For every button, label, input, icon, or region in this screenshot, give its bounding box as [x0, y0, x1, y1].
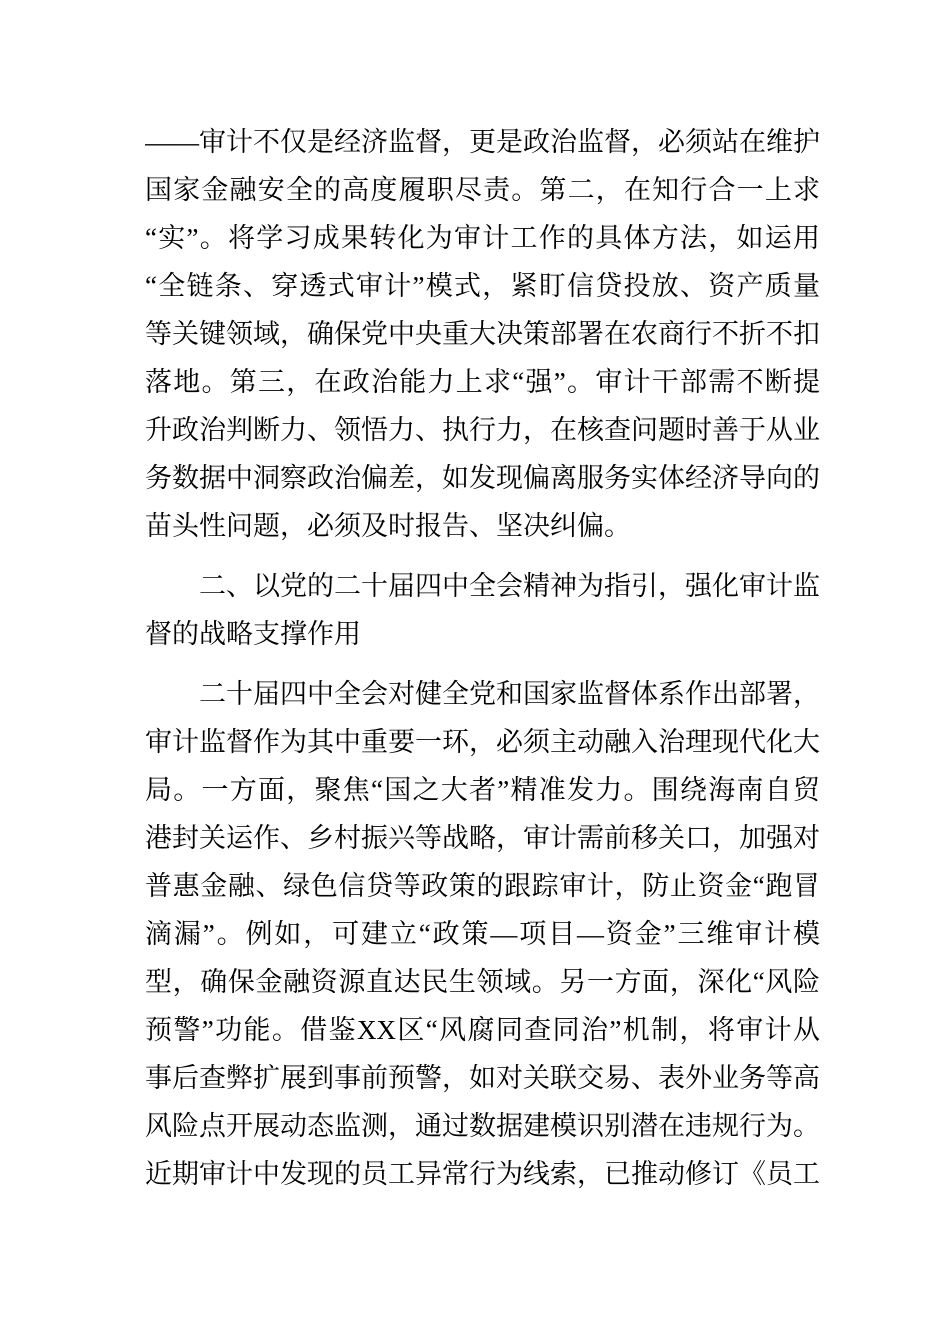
text-line: ——审计不仅是经济监督，更是政治监督，必须站在维护 — [145, 127, 820, 157]
text-line: 二十届四中全会对健全党和国家监督体系作出部署， — [199, 679, 820, 709]
text-line: 风险点开展动态监测，通过数据建模识别潜在违规行为。 — [145, 1111, 820, 1141]
text-line: 督的战略支撑作用 — [145, 619, 361, 649]
text-line: 预警”功能。借鉴XX区“风腐同查同治”机制，将审计从 — [145, 1015, 820, 1045]
text-body — [145, 118, 820, 1198]
text-line: 审计监督作为其中重要一环，必须主动融入治理现代化大 — [145, 727, 820, 757]
text-line: 升政治判断力、领悟力、执行力，在核查问题时善于从业 — [145, 415, 820, 445]
paragraph — [145, 670, 820, 1198]
paragraph — [145, 118, 820, 550]
text-line: “全链条、穿透式审计”模式，紧盯信贷投放、资产质量 — [145, 271, 820, 301]
text-line: 苗头性问题，必须及时报告、坚决纠偏。 — [145, 511, 631, 541]
text-line: 二、以党的二十届四中全会精神为指引，强化审计监 — [199, 571, 820, 601]
text-line: 港封关运作、乡村振兴等战略，审计需前移关口，加强对 — [145, 823, 820, 853]
text-line: 事后查弊扩展到事前预警，如对关联交易、表外业务等高 — [145, 1063, 820, 1093]
paragraph — [145, 562, 820, 658]
text-line: 型，确保金融资源直达民生领域。另一方面，深化“风险 — [145, 967, 820, 997]
text-line: 落地。第三，在政治能力上求“强”。审计干部需不断提 — [145, 367, 820, 397]
text-line: “实”。将学习成果转化为审计工作的具体方法，如运用 — [145, 223, 820, 253]
text-line: 滴漏”。例如，可建立“政策—项目—资金”三维审计模 — [145, 919, 820, 949]
text-line: 普惠金融、绿色信贷等政策的跟踪审计，防止资金“跑冒 — [145, 871, 820, 901]
text-line: 近期审计中发现的员工异常行为线索，已推动修订《员工 — [145, 1159, 820, 1189]
text-line: 国家金融安全的高度履职尽责。第二，在知行合一上求 — [145, 175, 820, 205]
text-line: 务数据中洞察政治偏差，如发现偏离服务实体经济导向的 — [145, 463, 820, 493]
text-line: 等关键领域，确保党中央重大决策部署在农商行不折不扣 — [145, 319, 820, 349]
text-line: 局。一方面，聚焦“国之大者”精准发力。围绕海南自贸 — [145, 775, 820, 805]
